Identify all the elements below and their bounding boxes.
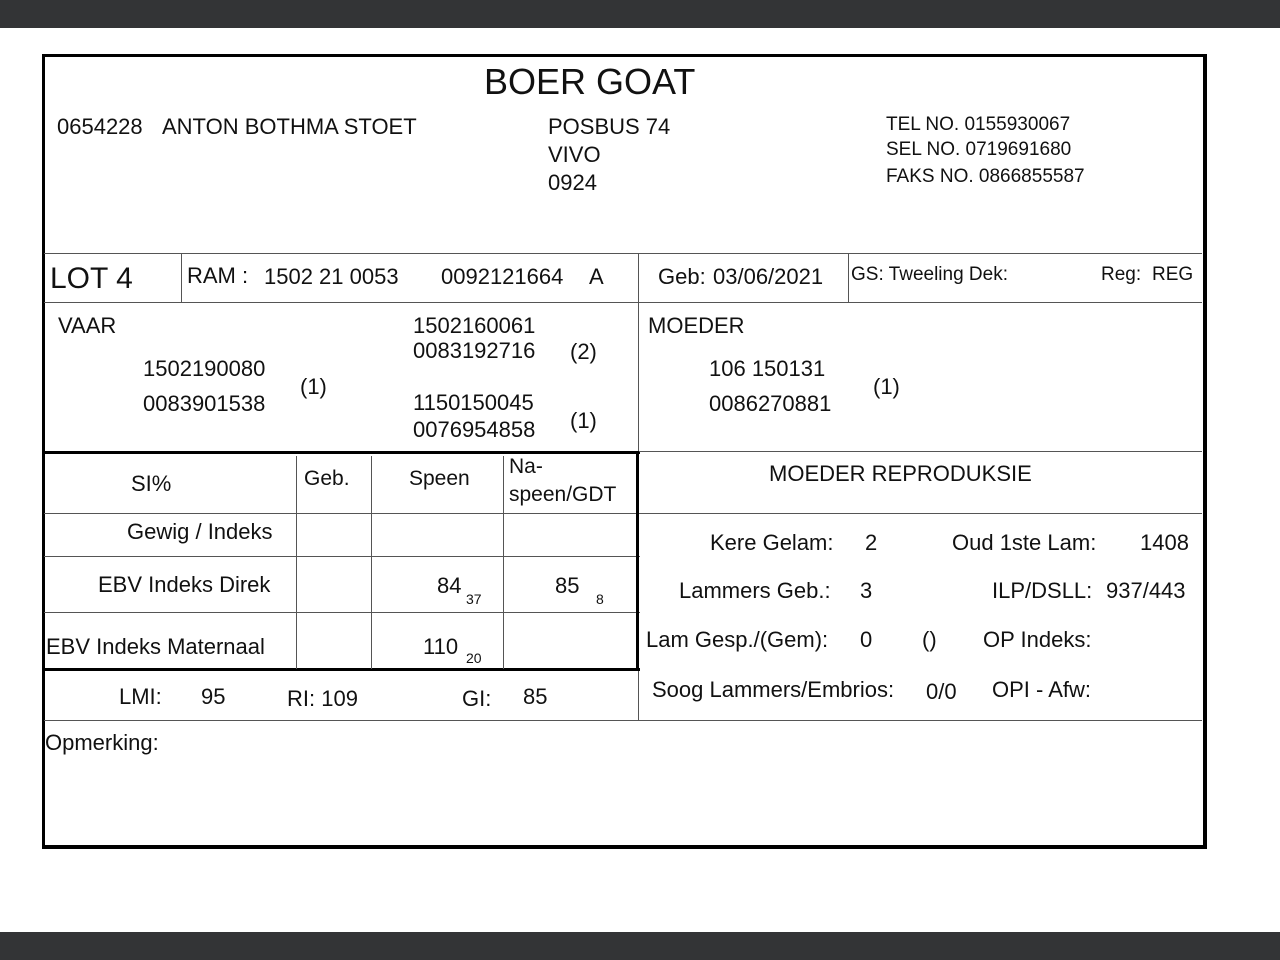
kere-label: Kere Gelam: [710, 530, 834, 555]
row-gewig-label: Gewig / Indeks [127, 519, 273, 544]
divider-si-row1 [44, 556, 640, 557]
lammers-value: 3 [860, 578, 873, 603]
divider-remarks [44, 720, 1202, 721]
gi-label: GI: [462, 686, 492, 711]
row-direk-label: EBV Indeks Direk [98, 572, 271, 597]
divider-animal-row [44, 302, 1202, 303]
ram-reg-number: 0092121664 [441, 264, 564, 289]
address-line-1: POSBUS 74 [548, 114, 671, 139]
sire-sire-reg: 0083192716 [413, 338, 536, 363]
lam-label: Lam Gesp./(Gem): [646, 627, 829, 652]
divider-si-bottom [44, 668, 640, 671]
maternaal-speen-sub: 20 [466, 650, 482, 666]
direk-naspeen-sub: 8 [596, 591, 604, 607]
reg-value: REG [1152, 264, 1194, 285]
naspeen-header-1: Na- [509, 455, 543, 478]
lammers-label: Lammers Geb.: [679, 578, 831, 603]
soog-value: 0/0 [926, 679, 957, 704]
top-frame-bar [0, 0, 1280, 28]
lmi-label: LMI: [119, 684, 162, 709]
sire-sire-mark: (2) [570, 339, 597, 364]
divider-repro-top [638, 451, 1202, 452]
divider-lot [181, 253, 182, 303]
remarks-label: Opmerking: [45, 730, 159, 755]
lam-value: 0 [860, 627, 873, 652]
dam-mark: (1) [873, 374, 900, 399]
divider-si-col2 [371, 456, 372, 669]
ram-label: RAM : [187, 263, 249, 288]
breeder-name: ANTON BOTHMA STOET [162, 114, 417, 139]
breed-title: BOER GOAT [484, 61, 696, 102]
divider-si-col3 [503, 456, 504, 669]
kere-value: 2 [865, 530, 878, 555]
row-maternaal-label: EBV Indeks Maternaal [46, 634, 265, 659]
ilp-label: ILP/DSLL: [992, 578, 1093, 603]
sire-reg: 0083901538 [143, 391, 266, 416]
speen-header: Speen [409, 467, 470, 490]
moeder-label: MOEDER [648, 313, 745, 338]
maternaal-speen-value: 110 [423, 634, 459, 659]
naspeen-header-2: speen/GDT [509, 483, 617, 506]
ilp-value: 937/443 [1106, 578, 1186, 603]
reg-label: Reg: [1101, 264, 1142, 285]
cell-number: SEL NO. 0719691680 [886, 139, 1072, 160]
divider-si-top [44, 451, 640, 454]
vaar-label: VAAR [58, 313, 117, 338]
repro-title: MOEDER REPRODUKSIE [769, 461, 1032, 486]
oud-label: Oud 1ste Lam: [952, 530, 1097, 555]
gi-value: 85 [523, 684, 548, 709]
lam-paren: () [922, 627, 937, 652]
divider-header [44, 253, 1202, 254]
sire-mark: (1) [300, 374, 327, 399]
birth-date: 03/06/2021 [713, 264, 824, 289]
direk-naspeen-value: 85 [555, 573, 580, 598]
bottom-frame-bar [0, 932, 1280, 960]
divider-geb [848, 253, 849, 303]
dam-id: 106 150131 [709, 356, 826, 381]
lmi-value: 95 [201, 684, 226, 709]
ram-grade: A [589, 264, 604, 289]
ram-id: 1502 21 0053 [264, 264, 399, 289]
sire-id: 1502190080 [143, 356, 266, 381]
direk-speen-value: 84 [437, 573, 462, 598]
sire-dam-reg: 0076954858 [413, 417, 536, 442]
address-line-2: VIVO [548, 142, 601, 167]
sire-sire-id: 1502160061 [413, 313, 536, 338]
opi-label: OPI - Afw: [992, 677, 1092, 702]
dam-reg: 0086270881 [709, 391, 832, 416]
tel-number: TEL NO. 0155930067 [886, 114, 1071, 135]
address-line-3: 0924 [548, 170, 597, 195]
breeder-number: 0654228 [57, 114, 143, 139]
geb-label: Geb: [658, 264, 706, 289]
sire-dam-mark: (1) [570, 408, 597, 433]
direk-speen-sub: 37 [466, 591, 482, 607]
geb-header: Geb. [304, 467, 350, 490]
gs-info: GS: Tweeling Dek: [851, 264, 1009, 285]
fax-number: FAKS NO. 0866855587 [886, 166, 1085, 187]
oud-value: 1408 [1140, 530, 1189, 555]
divider-si-col1 [296, 456, 297, 669]
divider-si-row2 [44, 612, 640, 613]
divider-si-header [44, 513, 1202, 514]
divider-si-right [636, 451, 639, 671]
si-header: SI% [131, 471, 172, 496]
op-label: OP Indeks: [983, 627, 1092, 652]
lot-number: LOT 4 [50, 262, 133, 295]
ri-value: RI: 109 [287, 686, 358, 711]
sire-dam-id: 1150150045 [413, 390, 534, 415]
soog-label: Soog Lammers/Embrios: [652, 677, 895, 702]
